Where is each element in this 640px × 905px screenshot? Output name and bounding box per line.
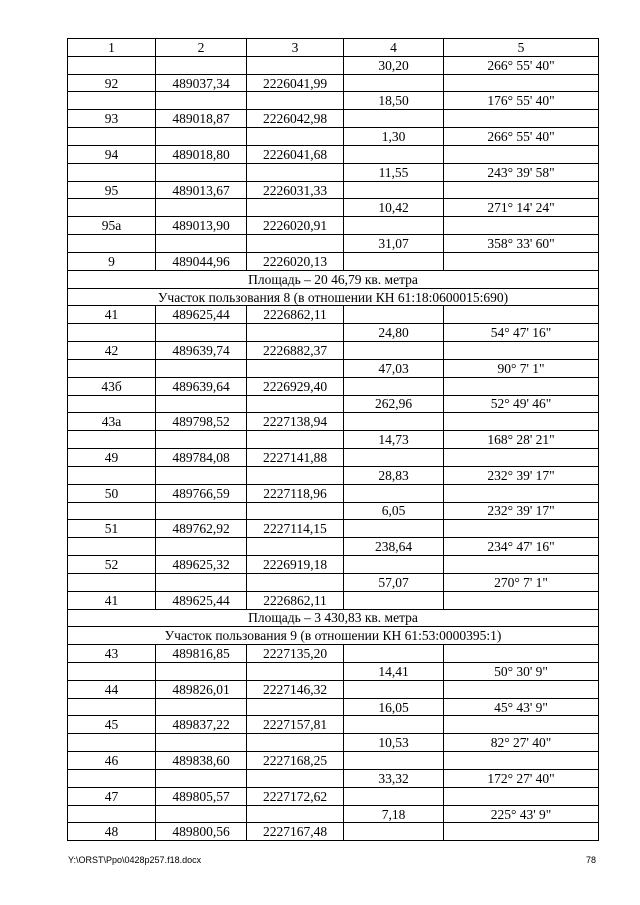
y-coordinate-cell xyxy=(247,324,344,342)
bearing-cell: 172° 27' 40" xyxy=(444,769,599,787)
y-coordinate-cell: 2226020,91 xyxy=(247,217,344,235)
table-row xyxy=(68,217,599,235)
merged-cell: Участок пользования 9 (в отношении КН 61:53:0000395:1) xyxy=(68,627,599,645)
distance-cell xyxy=(344,342,444,360)
bearing-cell: 358° 33' 60" xyxy=(444,235,599,253)
point-number-cell: 51 xyxy=(68,520,156,538)
y-coordinate-cell: 2227172,62 xyxy=(247,787,344,805)
distance-cell: 10,53 xyxy=(344,734,444,752)
point-number-cell: 52 xyxy=(68,556,156,574)
x-coordinate-cell: 489800,56 xyxy=(156,823,247,841)
point-number-cell xyxy=(68,538,156,556)
distance-cell: 7,18 xyxy=(344,805,444,823)
point-number-cell: 43а xyxy=(68,413,156,431)
point-number-cell: 95 xyxy=(68,181,156,199)
table-row xyxy=(68,74,599,92)
y-coordinate-cell xyxy=(247,662,344,680)
x-coordinate-cell xyxy=(156,395,247,413)
table-row xyxy=(68,199,599,217)
bearing-cell: 232° 39' 17" xyxy=(444,502,599,520)
distance-cell: 30,20 xyxy=(344,56,444,74)
distance-cell: 1,30 xyxy=(344,128,444,146)
section-row xyxy=(68,609,599,627)
y-coordinate-cell: 2226031,33 xyxy=(247,181,344,199)
x-coordinate-cell: 489762,92 xyxy=(156,520,247,538)
x-coordinate-cell: 489625,44 xyxy=(156,306,247,324)
table-row xyxy=(68,449,599,467)
table-row xyxy=(68,110,599,128)
distance-cell: 14,41 xyxy=(344,662,444,680)
x-coordinate-cell: 489798,52 xyxy=(156,413,247,431)
y-coordinate-cell: 2227167,48 xyxy=(247,823,344,841)
point-number-cell xyxy=(68,466,156,484)
x-coordinate-cell xyxy=(156,769,247,787)
y-coordinate-cell xyxy=(247,128,344,146)
x-coordinate-cell xyxy=(156,56,247,74)
table-row xyxy=(68,823,599,841)
point-number-cell: 48 xyxy=(68,823,156,841)
distance-cell: 14,73 xyxy=(344,431,444,449)
distance-cell xyxy=(344,787,444,805)
point-number-cell xyxy=(68,502,156,520)
point-number-cell: 44 xyxy=(68,680,156,698)
table-row xyxy=(68,413,599,431)
bearing-cell xyxy=(444,413,599,431)
bearing-cell: 176° 55' 40" xyxy=(444,92,599,110)
footer-file-path: Y:\ORST\Ppo\0428p257.f18.docx xyxy=(68,855,202,865)
distance-cell xyxy=(344,556,444,574)
y-coordinate-cell: 2226882,37 xyxy=(247,342,344,360)
bearing-cell: 90° 7' 1" xyxy=(444,359,599,377)
distance-cell: 11,55 xyxy=(344,163,444,181)
x-coordinate-cell xyxy=(156,662,247,680)
x-coordinate-cell: 489044,96 xyxy=(156,252,247,270)
bearing-cell: 45° 43' 9" xyxy=(444,698,599,716)
y-coordinate-cell: 2227135,20 xyxy=(247,645,344,663)
table-row xyxy=(68,145,599,163)
x-coordinate-cell: 489625,44 xyxy=(156,591,247,609)
point-number-cell xyxy=(68,128,156,146)
x-coordinate-cell xyxy=(156,92,247,110)
y-coordinate-cell xyxy=(247,573,344,591)
table-row xyxy=(68,662,599,680)
point-number-cell: 43 xyxy=(68,645,156,663)
distance-cell xyxy=(344,520,444,538)
point-number-cell: 50 xyxy=(68,484,156,502)
point-number-cell: 43б xyxy=(68,377,156,395)
y-coordinate-cell xyxy=(247,199,344,217)
x-coordinate-cell xyxy=(156,235,247,253)
point-number-cell xyxy=(68,805,156,823)
point-number-cell xyxy=(68,662,156,680)
x-coordinate-cell: 489805,57 xyxy=(156,787,247,805)
column-header-5: 5 xyxy=(444,39,599,57)
y-coordinate-cell: 2226042,98 xyxy=(247,110,344,128)
point-number-cell xyxy=(68,698,156,716)
header-row xyxy=(68,39,599,57)
bearing-cell xyxy=(444,823,599,841)
y-coordinate-cell: 2226929,40 xyxy=(247,377,344,395)
x-coordinate-cell: 489018,87 xyxy=(156,110,247,128)
x-coordinate-cell: 489013,90 xyxy=(156,217,247,235)
distance-cell xyxy=(344,413,444,431)
distance-cell xyxy=(344,110,444,128)
point-number-cell: 49 xyxy=(68,449,156,467)
table-row xyxy=(68,163,599,181)
x-coordinate-cell: 489837,22 xyxy=(156,716,247,734)
y-coordinate-cell xyxy=(247,56,344,74)
point-number-cell xyxy=(68,359,156,377)
y-coordinate-cell xyxy=(247,163,344,181)
y-coordinate-cell xyxy=(247,502,344,520)
point-number-cell: 41 xyxy=(68,306,156,324)
table-row xyxy=(68,805,599,823)
bearing-cell xyxy=(444,181,599,199)
table-row xyxy=(68,573,599,591)
table-row xyxy=(68,716,599,734)
bearing-cell xyxy=(444,591,599,609)
y-coordinate-cell: 2226862,11 xyxy=(247,591,344,609)
column-header-2: 2 xyxy=(156,39,247,57)
bearing-cell: 232° 39' 17" xyxy=(444,466,599,484)
x-coordinate-cell xyxy=(156,128,247,146)
point-number-cell xyxy=(68,163,156,181)
x-coordinate-cell: 489639,74 xyxy=(156,342,247,360)
y-coordinate-cell: 2227141,88 xyxy=(247,449,344,467)
distance-cell xyxy=(344,145,444,163)
point-number-cell xyxy=(68,92,156,110)
table-row xyxy=(68,680,599,698)
bearing-cell: 54° 47' 16" xyxy=(444,324,599,342)
table-row xyxy=(68,484,599,502)
column-header-4: 4 xyxy=(344,39,444,57)
table-row xyxy=(68,538,599,556)
bearing-cell xyxy=(444,752,599,770)
table-row xyxy=(68,645,599,663)
table-row xyxy=(68,306,599,324)
table-row xyxy=(68,466,599,484)
table-row xyxy=(68,591,599,609)
section-row xyxy=(68,288,599,306)
y-coordinate-cell: 2227146,32 xyxy=(247,680,344,698)
distance-cell xyxy=(344,752,444,770)
distance-cell: 10,42 xyxy=(344,199,444,217)
x-coordinate-cell: 489826,01 xyxy=(156,680,247,698)
bearing-cell xyxy=(444,110,599,128)
bearing-cell: 52° 49' 46" xyxy=(444,395,599,413)
table-row xyxy=(68,698,599,716)
y-coordinate-cell xyxy=(247,769,344,787)
table-row xyxy=(68,734,599,752)
point-number-cell: 46 xyxy=(68,752,156,770)
bearing-cell: 270° 7' 1" xyxy=(444,573,599,591)
y-coordinate-cell: 2227114,15 xyxy=(247,520,344,538)
bearing-cell: 50° 30' 9" xyxy=(444,662,599,680)
x-coordinate-cell: 489625,32 xyxy=(156,556,247,574)
bearing-cell xyxy=(444,645,599,663)
table-row xyxy=(68,556,599,574)
distance-cell: 47,03 xyxy=(344,359,444,377)
bearing-cell xyxy=(444,787,599,805)
x-coordinate-cell xyxy=(156,734,247,752)
point-number-cell: 94 xyxy=(68,145,156,163)
page-number: 78 xyxy=(585,855,596,865)
table-row xyxy=(68,128,599,146)
bearing-cell xyxy=(444,306,599,324)
point-number-cell xyxy=(68,324,156,342)
bearing-cell xyxy=(444,484,599,502)
distance-cell xyxy=(344,449,444,467)
y-coordinate-cell: 2226862,11 xyxy=(247,306,344,324)
x-coordinate-cell xyxy=(156,573,247,591)
y-coordinate-cell xyxy=(247,235,344,253)
distance-cell xyxy=(344,377,444,395)
bearing-cell: 266° 55' 40" xyxy=(444,56,599,74)
table-row xyxy=(68,324,599,342)
x-coordinate-cell: 489838,60 xyxy=(156,752,247,770)
y-coordinate-cell: 2226041,99 xyxy=(247,74,344,92)
x-coordinate-cell: 489639,64 xyxy=(156,377,247,395)
table-row xyxy=(68,752,599,770)
bearing-cell xyxy=(444,252,599,270)
merged-cell: Площадь – 20 46,79 кв. метра xyxy=(68,270,599,288)
table-row xyxy=(68,56,599,74)
distance-cell: 238,64 xyxy=(344,538,444,556)
table-row xyxy=(68,342,599,360)
distance-cell xyxy=(344,217,444,235)
distance-cell: 16,05 xyxy=(344,698,444,716)
merged-cell: Площадь – 3 430,83 кв. метра xyxy=(68,609,599,627)
point-number-cell xyxy=(68,56,156,74)
y-coordinate-cell xyxy=(247,734,344,752)
distance-cell xyxy=(344,306,444,324)
point-number-cell xyxy=(68,395,156,413)
section-row xyxy=(68,627,599,645)
x-coordinate-cell xyxy=(156,359,247,377)
distance-cell xyxy=(344,716,444,734)
y-coordinate-cell xyxy=(247,359,344,377)
y-coordinate-cell: 2227157,81 xyxy=(247,716,344,734)
distance-cell: 31,07 xyxy=(344,235,444,253)
distance-cell: 33,32 xyxy=(344,769,444,787)
bearing-cell xyxy=(444,74,599,92)
y-coordinate-cell xyxy=(247,431,344,449)
y-coordinate-cell xyxy=(247,805,344,823)
point-number-cell: 47 xyxy=(68,787,156,805)
table-row xyxy=(68,395,599,413)
bearing-cell: 168° 28' 21" xyxy=(444,431,599,449)
y-coordinate-cell xyxy=(247,538,344,556)
y-coordinate-cell: 2226020,13 xyxy=(247,252,344,270)
bearing-cell xyxy=(444,145,599,163)
x-coordinate-cell xyxy=(156,431,247,449)
table-header xyxy=(68,39,599,57)
distance-cell xyxy=(344,74,444,92)
distance-cell xyxy=(344,645,444,663)
distance-cell: 262,96 xyxy=(344,395,444,413)
bearing-cell xyxy=(444,716,599,734)
point-number-cell xyxy=(68,431,156,449)
bearing-cell: 266° 55' 40" xyxy=(444,128,599,146)
point-number-cell: 42 xyxy=(68,342,156,360)
table-body xyxy=(68,56,599,840)
column-header-1: 1 xyxy=(68,39,156,57)
y-coordinate-cell: 2227168,25 xyxy=(247,752,344,770)
table-row xyxy=(68,235,599,253)
y-coordinate-cell xyxy=(247,466,344,484)
bearing-cell xyxy=(444,342,599,360)
point-number-cell: 95а xyxy=(68,217,156,235)
bearing-cell: 271° 14' 24" xyxy=(444,199,599,217)
x-coordinate-cell: 489816,85 xyxy=(156,645,247,663)
distance-cell: 6,05 xyxy=(344,502,444,520)
bearing-cell: 243° 39' 58" xyxy=(444,163,599,181)
table-row xyxy=(68,377,599,395)
bearing-cell xyxy=(444,217,599,235)
table-row xyxy=(68,181,599,199)
bearing-cell: 234° 47' 16" xyxy=(444,538,599,556)
merged-cell: Участок пользования 8 (в отношении КН 61:18:0600015:690) xyxy=(68,288,599,306)
table-row xyxy=(68,92,599,110)
distance-cell: 57,07 xyxy=(344,573,444,591)
y-coordinate-cell xyxy=(247,92,344,110)
point-number-cell: 93 xyxy=(68,110,156,128)
x-coordinate-cell xyxy=(156,805,247,823)
x-coordinate-cell xyxy=(156,324,247,342)
x-coordinate-cell xyxy=(156,538,247,556)
x-coordinate-cell: 489037,34 xyxy=(156,74,247,92)
point-number-cell: 92 xyxy=(68,74,156,92)
x-coordinate-cell: 489784,08 xyxy=(156,449,247,467)
x-coordinate-cell xyxy=(156,163,247,181)
distance-cell xyxy=(344,591,444,609)
x-coordinate-cell: 489766,59 xyxy=(156,484,247,502)
table-row xyxy=(68,431,599,449)
table-row xyxy=(68,769,599,787)
distance-cell: 18,50 xyxy=(344,92,444,110)
point-number-cell: 9 xyxy=(68,252,156,270)
x-coordinate-cell: 489013,67 xyxy=(156,181,247,199)
section-row xyxy=(68,270,599,288)
point-number-cell: 41 xyxy=(68,591,156,609)
table-row xyxy=(68,252,599,270)
bearing-cell: 82° 27' 40" xyxy=(444,734,599,752)
y-coordinate-cell: 2226919,18 xyxy=(247,556,344,574)
distance-cell xyxy=(344,680,444,698)
table-row xyxy=(68,502,599,520)
column-header-3: 3 xyxy=(247,39,344,57)
bearing-cell xyxy=(444,680,599,698)
point-number-cell xyxy=(68,573,156,591)
point-number-cell xyxy=(68,769,156,787)
y-coordinate-cell: 2227118,96 xyxy=(247,484,344,502)
x-coordinate-cell xyxy=(156,698,247,716)
bearing-cell xyxy=(444,449,599,467)
y-coordinate-cell: 2226041,68 xyxy=(247,145,344,163)
bearing-cell: 225° 43' 9" xyxy=(444,805,599,823)
x-coordinate-cell xyxy=(156,199,247,217)
distance-cell: 28,83 xyxy=(344,466,444,484)
x-coordinate-cell xyxy=(156,502,247,520)
distance-cell xyxy=(344,484,444,502)
table-row xyxy=(68,359,599,377)
x-coordinate-cell: 489018,80 xyxy=(156,145,247,163)
distance-cell xyxy=(344,252,444,270)
bearing-cell xyxy=(444,520,599,538)
table-row xyxy=(68,520,599,538)
distance-cell: 24,80 xyxy=(344,324,444,342)
point-number-cell xyxy=(68,199,156,217)
x-coordinate-cell xyxy=(156,466,247,484)
y-coordinate-cell xyxy=(247,698,344,716)
bearing-cell xyxy=(444,556,599,574)
point-number-cell xyxy=(68,235,156,253)
y-coordinate-cell: 2227138,94 xyxy=(247,413,344,431)
table-row xyxy=(68,787,599,805)
distance-cell xyxy=(344,181,444,199)
bearing-cell xyxy=(444,377,599,395)
point-number-cell: 45 xyxy=(68,716,156,734)
distance-cell xyxy=(344,823,444,841)
y-coordinate-cell xyxy=(247,395,344,413)
coordinates-table xyxy=(67,38,599,841)
point-number-cell xyxy=(68,734,156,752)
